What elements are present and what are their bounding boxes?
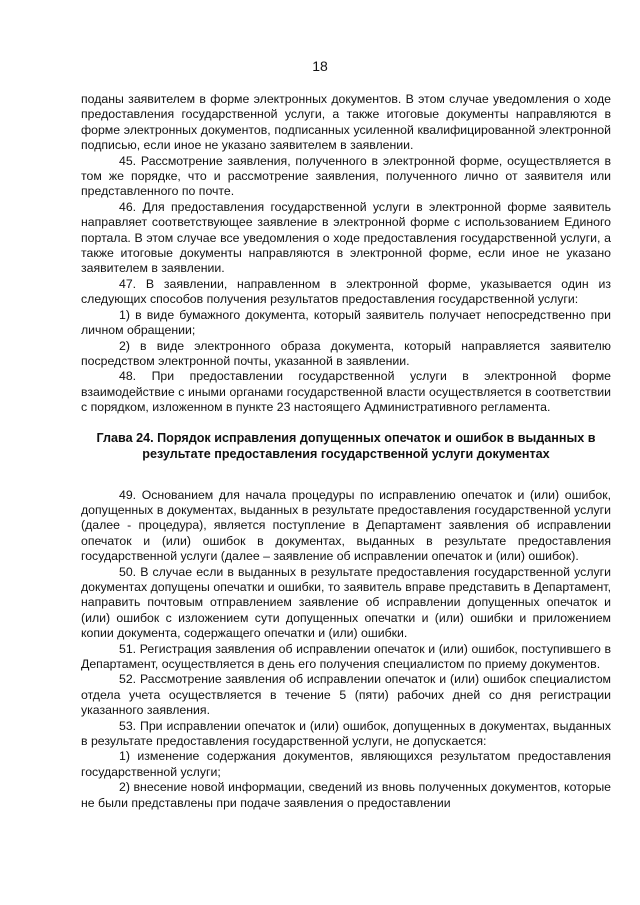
paragraph: 2) в виде электронного образа документа, который направляется заявителю посредством электронной почты, указанной в заявлении. xyxy=(81,338,611,368)
paragraph: 49. Основанием для начала процедуры по исправлению опечаток и (или) ошибок, допущенных в документах, выданных в результате предоставления государственной услуги (далее - процедура), является поступление в Департамент заявления об исправлении опечаток и (или) ошибок в документах, выданных в результате предоставления государственной услуги (далее – заявление об исправлении опечаток и (или) ошибок). xyxy=(81,487,611,564)
paragraph: 1) в виде бумажного документа, который заявитель получает непосредственно при личном обращении; xyxy=(81,307,611,338)
paragraph: 2) внесение новой информации, сведений из вновь полученных документов, которые не были представлены при подаче заявления о предоставлении xyxy=(81,780,611,810)
paragraph: 51. Регистрация заявления об исправлении опечаток и (или) ошибок, поступившего в Департамент, осуществляется в день его получения специалистом по приему документов. xyxy=(81,641,611,671)
paragraph: 1) изменение содержания документов, являющихся результатом предоставления государственной услуги; xyxy=(81,749,611,779)
paragraph: 53. При исправлении опечаток и (или) ошибок, допущенных в документах, выданных в результате предоставления государственной услуги, не допускается: xyxy=(81,718,611,749)
paragraph: 50. В случае если в выданных в результате предоставления государственной услуги документах допущены опечатки и ошибки, то заявитель вправе представить в Департамент, направить почтовым отправлением заявление об исправлении допущенных опечаток и (или) ошибок с изложением сути допущенных опечатки и (или) ошибки и приложением копии документа, содержащего опечатки и (или) ошибки. xyxy=(81,564,611,641)
paragraph: 46. Для предоставления государственной услуги в электронной форме заявитель направляет соответствующее заявление в электронной форме с использованием Единого портала. В этом случае все уведомления о ходе предоставления государственной услуги, а также итоговые документы направляются в электронной форме, если иное не указано заявителем в заявлении. xyxy=(81,199,611,276)
paragraph: 47. В заявлении, направленном в электронной форме, указывается один из следующих способов получения результатов предоставления государственной услуги: xyxy=(81,276,611,307)
paragraph: 48. При предоставлении государственной услуги в электронной форме взаимодействие с иными органами государственной власти осуществляется в соответствии с порядком, изложенном в пункте 23 настоящего Административного регламента. xyxy=(81,369,611,415)
chapter-heading: Глава 24. Порядок исправления допущенных опечаток и ошибок в выданных в результате предоставления государственной услуги документах xyxy=(96,430,596,461)
paragraph: поданы заявителем в форме электронных документов. В этом случае уведомления о ходе предоставления государственной услуги, а также итоговые документы направляются в форме электронных документов, подписанных усиленной квалифицированной электронной подписью, если иное не указано заявителем в заявлении. xyxy=(81,92,611,153)
page-number: 18 xyxy=(312,58,328,74)
paragraphs-before xyxy=(81,92,611,416)
document-body xyxy=(81,92,611,811)
paragraphs-after xyxy=(81,488,611,812)
paragraph: 45. Рассмотрение заявления, полученного в электронной форме, осуществляется в том же порядке, что и рассмотрение заявления, полученного лично от заявителя или представленного по почте. xyxy=(81,153,611,199)
paragraph: 52. Рассмотрение заявления об исправлении опечаток и (или) ошибок специалистом отдела учета осуществляется в течение 5 (пяти) рабочих дней со дня регистрации указанного заявления. xyxy=(81,672,611,718)
